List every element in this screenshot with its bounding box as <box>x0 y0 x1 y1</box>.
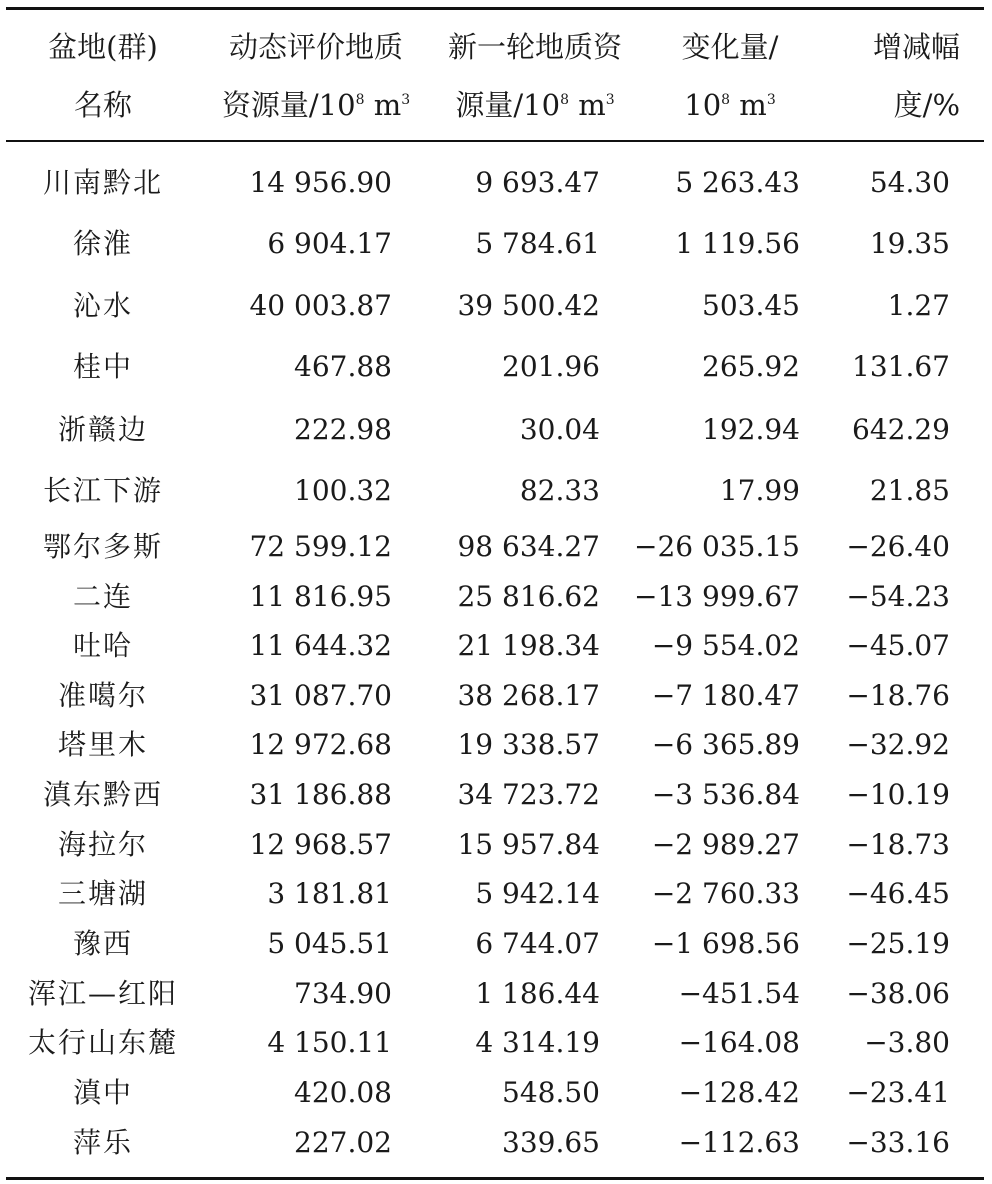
header-change-line1: 变化量/ <box>681 30 779 64</box>
basin-name-cell: 萍乐 <box>72 1126 133 1159</box>
dynamic-resource-cell: 40 003.87 <box>249 289 392 322</box>
header-change <box>640 18 820 134</box>
change-cell: 17.99 <box>719 474 800 507</box>
header-change-line2: $10^8$ $m^3$ <box>684 88 776 122</box>
dynamic-resource-cell: 467.88 <box>294 350 392 383</box>
basin-name-cell: 浙赣边 <box>57 413 148 446</box>
rate-cell: −33.16 <box>846 1126 950 1159</box>
basin-name-cell: 三塘湖 <box>57 877 148 910</box>
new-round-resource-cell: 339.65 <box>502 1126 600 1159</box>
new-round-resource-cell: 548.50 <box>502 1076 600 1109</box>
new-round-resource-cell: 21 198.34 <box>457 629 600 662</box>
table-row <box>0 674 992 718</box>
change-cell: −3 536.84 <box>651 778 800 811</box>
new-round-resource-cell: 1 186.44 <box>475 977 600 1010</box>
new-round-resource-cell: 6 744.07 <box>475 927 600 960</box>
basin-name-cell: 徐淮 <box>72 227 133 260</box>
dynamic-resource-cell: 14 956.90 <box>249 166 392 199</box>
header-new-round-resource <box>430 18 640 134</box>
basin-name-cell: 鄂尔多斯 <box>42 530 163 563</box>
table-row <box>0 872 992 916</box>
table-row <box>0 575 992 619</box>
table-row <box>0 469 992 513</box>
change-cell: 503.45 <box>702 289 800 322</box>
header-dynamic-line1: 动态评价地质 <box>228 30 403 64</box>
new-round-resource-cell: 98 634.27 <box>457 530 600 563</box>
new-round-resource-cell: 39 500.42 <box>457 289 600 322</box>
header-basin-name <box>0 18 206 134</box>
table-row <box>0 1121 992 1165</box>
change-cell: 1 119.56 <box>675 227 800 260</box>
table-row <box>0 525 992 569</box>
dynamic-resource-cell: 11 816.95 <box>249 580 392 613</box>
dynamic-resource-cell: 3 181.81 <box>267 877 392 910</box>
rate-cell: −32.92 <box>846 728 950 761</box>
change-cell: −128.42 <box>678 1076 800 1109</box>
rate-cell: 642.29 <box>852 413 950 446</box>
dynamic-resource-cell: 5 045.51 <box>267 927 392 960</box>
table-row <box>0 222 992 266</box>
table-mid-rule <box>6 140 984 142</box>
change-cell: 5 263.43 <box>675 166 800 199</box>
header-dynamic-line2: 资源量$/10^8$ $m^3$ <box>221 88 411 122</box>
table-row <box>0 723 992 767</box>
rate-cell: −46.45 <box>846 877 950 910</box>
new-round-resource-cell: 19 338.57 <box>457 728 600 761</box>
table-bottom-rule <box>6 1177 984 1180</box>
basin-name-cell: 川南黔北 <box>42 166 163 199</box>
basin-name-cell: 豫西 <box>72 927 133 960</box>
basin-name-cell: 长江下游 <box>42 474 163 507</box>
table-row <box>0 284 992 328</box>
change-cell: −26 035.15 <box>634 530 800 563</box>
dynamic-resource-cell: 4 150.11 <box>267 1026 392 1059</box>
new-round-resource-cell: 15 957.84 <box>457 828 600 861</box>
dynamic-resource-cell: 734.90 <box>294 977 392 1010</box>
dynamic-resource-cell: 31 186.88 <box>249 778 392 811</box>
header-rate-line1: 增减幅 <box>872 30 960 64</box>
change-cell: −2 760.33 <box>651 877 800 910</box>
rate-cell: 21.85 <box>869 474 950 507</box>
table-row <box>0 408 992 452</box>
rate-cell: −45.07 <box>846 629 950 662</box>
rate-cell: −10.19 <box>846 778 950 811</box>
table-row <box>0 1021 992 1065</box>
rate-cell: 19.35 <box>869 227 950 260</box>
change-cell: −7 180.47 <box>651 679 800 712</box>
new-round-resource-cell: 201.96 <box>502 350 600 383</box>
rate-cell: −38.06 <box>846 977 950 1010</box>
basin-name-cell: 二连 <box>72 580 133 613</box>
dynamic-resource-cell: 72 599.12 <box>249 530 392 563</box>
new-round-resource-cell: 5 784.61 <box>475 227 600 260</box>
table-row <box>0 161 992 205</box>
rate-cell: −23.41 <box>846 1076 950 1109</box>
new-round-resource-cell: 25 816.62 <box>457 580 600 613</box>
basin-name-cell: 吐哈 <box>72 629 133 662</box>
rate-cell: 54.30 <box>869 166 950 199</box>
header-dynamic-resource <box>206 18 426 134</box>
change-cell: −451.54 <box>678 977 800 1010</box>
new-round-resource-cell: 38 268.17 <box>457 679 600 712</box>
basin-name-cell: 塔里木 <box>57 728 148 761</box>
header-basin-line1: 盆地(群) <box>48 30 158 64</box>
rate-cell: −18.76 <box>846 679 950 712</box>
basin-name-cell: 沁水 <box>72 289 133 322</box>
rate-cell: −25.19 <box>846 927 950 960</box>
new-round-resource-cell: 5 942.14 <box>475 877 600 910</box>
change-cell: −6 365.89 <box>651 728 800 761</box>
table-row <box>0 345 992 389</box>
header-rate-line2: 度/% <box>893 88 960 122</box>
new-round-resource-cell: 30.04 <box>519 413 600 446</box>
table-row <box>0 773 992 817</box>
new-round-resource-cell: 82.33 <box>519 474 600 507</box>
change-cell: −112.63 <box>678 1126 800 1159</box>
rate-cell: 1.27 <box>887 289 950 322</box>
basin-name-cell: 太行山东麓 <box>27 1026 178 1059</box>
change-cell: −13 999.67 <box>634 580 800 613</box>
table-row <box>0 624 992 668</box>
table-row <box>0 1071 992 1115</box>
change-cell: −1 698.56 <box>651 927 800 960</box>
basin-name-cell: 桂中 <box>72 350 133 383</box>
new-round-resource-cell: 4 314.19 <box>475 1026 600 1059</box>
dynamic-resource-cell: 420.08 <box>294 1076 392 1109</box>
new-round-resource-cell: 34 723.72 <box>457 778 600 811</box>
dynamic-resource-cell: 12 972.68 <box>249 728 392 761</box>
header-rate <box>820 18 960 134</box>
change-cell: −164.08 <box>678 1026 800 1059</box>
rate-cell: −18.73 <box>846 828 950 861</box>
change-cell: −9 554.02 <box>651 629 800 662</box>
table-row <box>0 922 992 966</box>
header-new-round-line2: 源量$/10^8$ $m^3$ <box>455 88 615 122</box>
dynamic-resource-cell: 227.02 <box>294 1126 392 1159</box>
dynamic-resource-cell: 100.32 <box>294 474 392 507</box>
basin-name-cell: 滇东黔西 <box>42 778 163 811</box>
dynamic-resource-cell: 12 968.57 <box>249 828 392 861</box>
rate-cell: −26.40 <box>846 530 950 563</box>
rate-cell: 131.67 <box>852 350 950 383</box>
table-row <box>0 823 992 867</box>
rate-cell: −54.23 <box>846 580 950 613</box>
basin-name-cell: 海拉尔 <box>57 828 148 861</box>
dynamic-resource-cell: 31 087.70 <box>249 679 392 712</box>
new-round-resource-cell: 9 693.47 <box>475 166 600 199</box>
dynamic-resource-cell: 6 904.17 <box>267 227 392 260</box>
table-row <box>0 972 992 1016</box>
rate-cell: −3.80 <box>864 1026 950 1059</box>
dynamic-resource-cell: 11 644.32 <box>249 629 392 662</box>
basin-name-cell: 浑江—红阳 <box>27 977 178 1010</box>
header-new-round-line1: 新一轮地质资 <box>447 30 622 64</box>
table-top-rule <box>6 7 984 10</box>
header-basin-line2: 名称 <box>73 88 132 122</box>
dynamic-resource-cell: 222.98 <box>294 413 392 446</box>
basin-name-cell: 滇中 <box>72 1076 133 1109</box>
change-cell: 192.94 <box>702 413 800 446</box>
basin-name-cell: 准噶尔 <box>57 679 148 712</box>
change-cell: 265.92 <box>702 350 800 383</box>
change-cell: −2 989.27 <box>651 828 800 861</box>
